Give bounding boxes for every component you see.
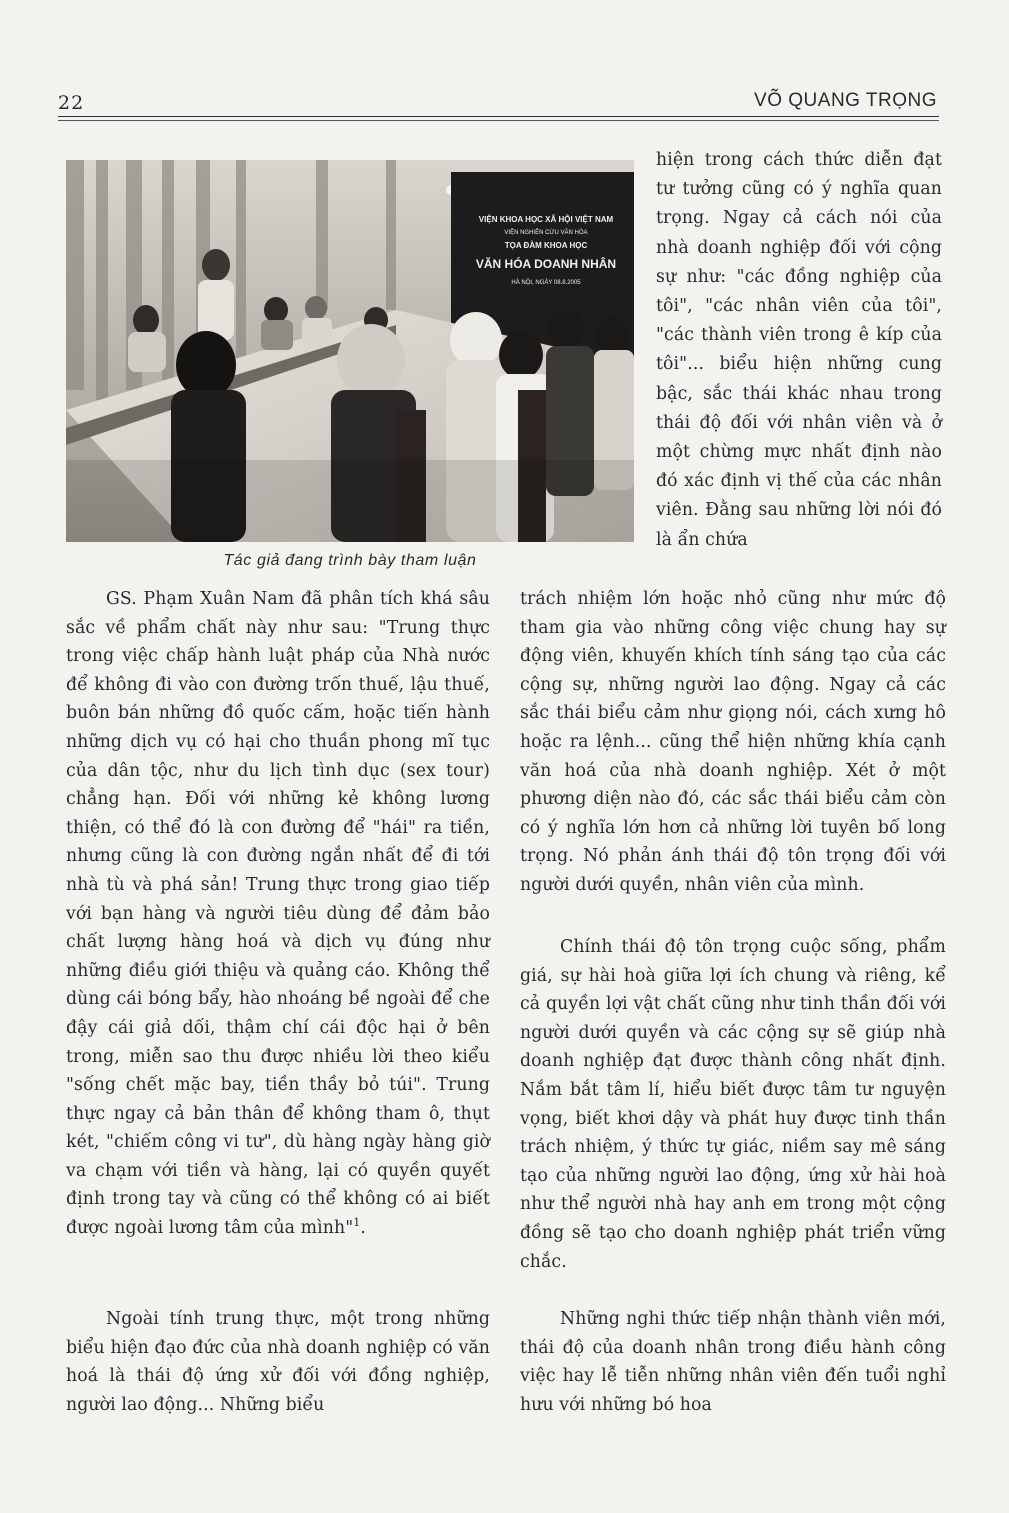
banner-line-3: TỌA ĐÀM KHOA HỌC <box>504 241 588 250</box>
header-rule <box>58 116 939 117</box>
banner-line-4: VĂN HÓA DOANH NHÂN <box>475 257 617 271</box>
running-head: VÕ QUANG TRỌNG <box>754 90 937 111</box>
figure-caption: Tác giả đang trình bày tham luận <box>223 552 477 569</box>
quote-end: . <box>360 1218 366 1239</box>
paragraph-left-2: Ngoài tính trung thực, một trong những biểu hiện đạo đức của nhà doanh nghiệp có văn hoá là thái độ ứng xử đối với đồng nghiệp, người lao động... Những biểu <box>66 1309 490 1415</box>
page-number: 22 <box>58 92 85 114</box>
header-rule-thin <box>58 120 939 121</box>
paragraph-right-3: Những nghi thức tiếp nhận thành viên mới, thái độ của doanh nhân trong điều hành công việc hay lễ tiễn những nhân viên đến tuổi nghỉ hưu với những bó hoa <box>520 1309 946 1415</box>
photo-illustration <box>66 160 634 542</box>
quote-text: GS. Phạm Xuân Nam đã phân tích khá sâu sắc về phẩm chất này như sau: "Trung thực trong việc chấp hành luật pháp của Nhà nước để không đi vào con đường trốn thuế, lậu thuế, buôn bán những đồ quốc cấm, hoặc tiến hành những dịch vụ có hại cho thuần phong mĩ tục của dân tộc, như du lịch tình dục (sex tour) chẳng hạn. Đối với những kẻ không lương thiện, có thể đó là con đường để "hái" ra tiền, nhưng cũng là con đường ngắn nhất để đi tới nhà tù và phá sản! Trung thực trong giao tiếp với bạn hàng và người tiêu dùng để đảm bảo chất lượng hàng hoá và dịch vụ đúng như những điều giới thiệu và quảng cáo. Không thể dùng cái bóng bẩy, hào nhoáng bề ngoài để che đậy cái giả dối, thậm chí cái độc hại ở bên trong, miễn sao thu được nhiều lời theo kiểu "sống chết mặc bay, tiền thầy bỏ túi". Trung thực ngay cả bản thân để không tham ô, thụt két, "chiếm công vi tư", dù hàng ngày hàng giờ va chạm với tiền và hàng, lại có quyền quyết định trong tay và cũng có thể không có ai biết được ngoài lương tâm của mình" <box>66 589 490 1239</box>
banner-line-1: VIỆN KHOA HỌC XÃ HỘI VIỆT NAM <box>478 215 614 224</box>
footnote-marker: 1 <box>353 1216 361 1230</box>
banner-line-2: VIỆN NGHIÊN CỨU VĂN HÓA <box>504 230 588 236</box>
paragraph-left-1 <box>66 585 490 1243</box>
paragraph-right-2: Chính thái độ tôn trọng cuộc sống, phẩm giá, sự hài hoà giữa lợi ích chung và riêng, kể cả quyền lợi vật chất cũng như tinh thần đối với người dưới quyền và các cộng sự sẽ giúp nhà doanh nghiệp đạt được thành công nhất định. Nắm bắt tâm lí, hiểu biết được tâm tư nguyện vọng, biết khơi dậy và phát huy được tinh thần trách nhiệm, ý thức tự giác, niềm say mê sáng tạo của những người lao động, ứng xử hài hoà như thể người nhà hay anh em trong một cộng đồng sẽ tạo cho doanh nghiệp phát triển vững chắc. <box>520 937 946 1272</box>
paragraph-right-1: trách nhiệm lớn hoặc nhỏ cũng như mức độ tham gia vào những công việc chung hay sự động viên, khuyến khích tính sáng tạo của các cộng sự, những người lao động. Ngay cả các sắc thái biểu cảm như giọng nói, cách xưng hô hoặc ra lệnh... cũng thể hiện những khía cạnh văn hoá của nhà doanh nghiệp. Xét ở một phương diện nào đó, các sắc thái biểu cảm còn có ý nghĩa lớn hơn cả những lời tuyên bố long trọng. Nó phản ánh thái độ tôn trọng đối với người dưới quyền, nhân viên của mình. <box>520 589 946 895</box>
banner-line-5: HÀ NỘI, NGÀY 08.8.2005 <box>511 280 581 286</box>
conference-photo <box>66 160 634 542</box>
paragraph-right-top: hiện trong cách thức diễn đạt tư tưởng cũng có ý nghĩa quan trọng. Ngay cả cách nói của nhà doanh nghiệp đối với cộng sự như: "các đồng nghiệp của tôi", "các nhân viên của tôi", "các thành viên trong ê kíp của tôi"... biểu hiện những cung bậc, sắc thái khác nhau trong thái độ đối với nhân viên và ở một chừng mực nhất định nào đó xác định vị thế của các nhân viên. Đằng sau những lời nói đó là ẩn chứa <box>656 150 942 550</box>
